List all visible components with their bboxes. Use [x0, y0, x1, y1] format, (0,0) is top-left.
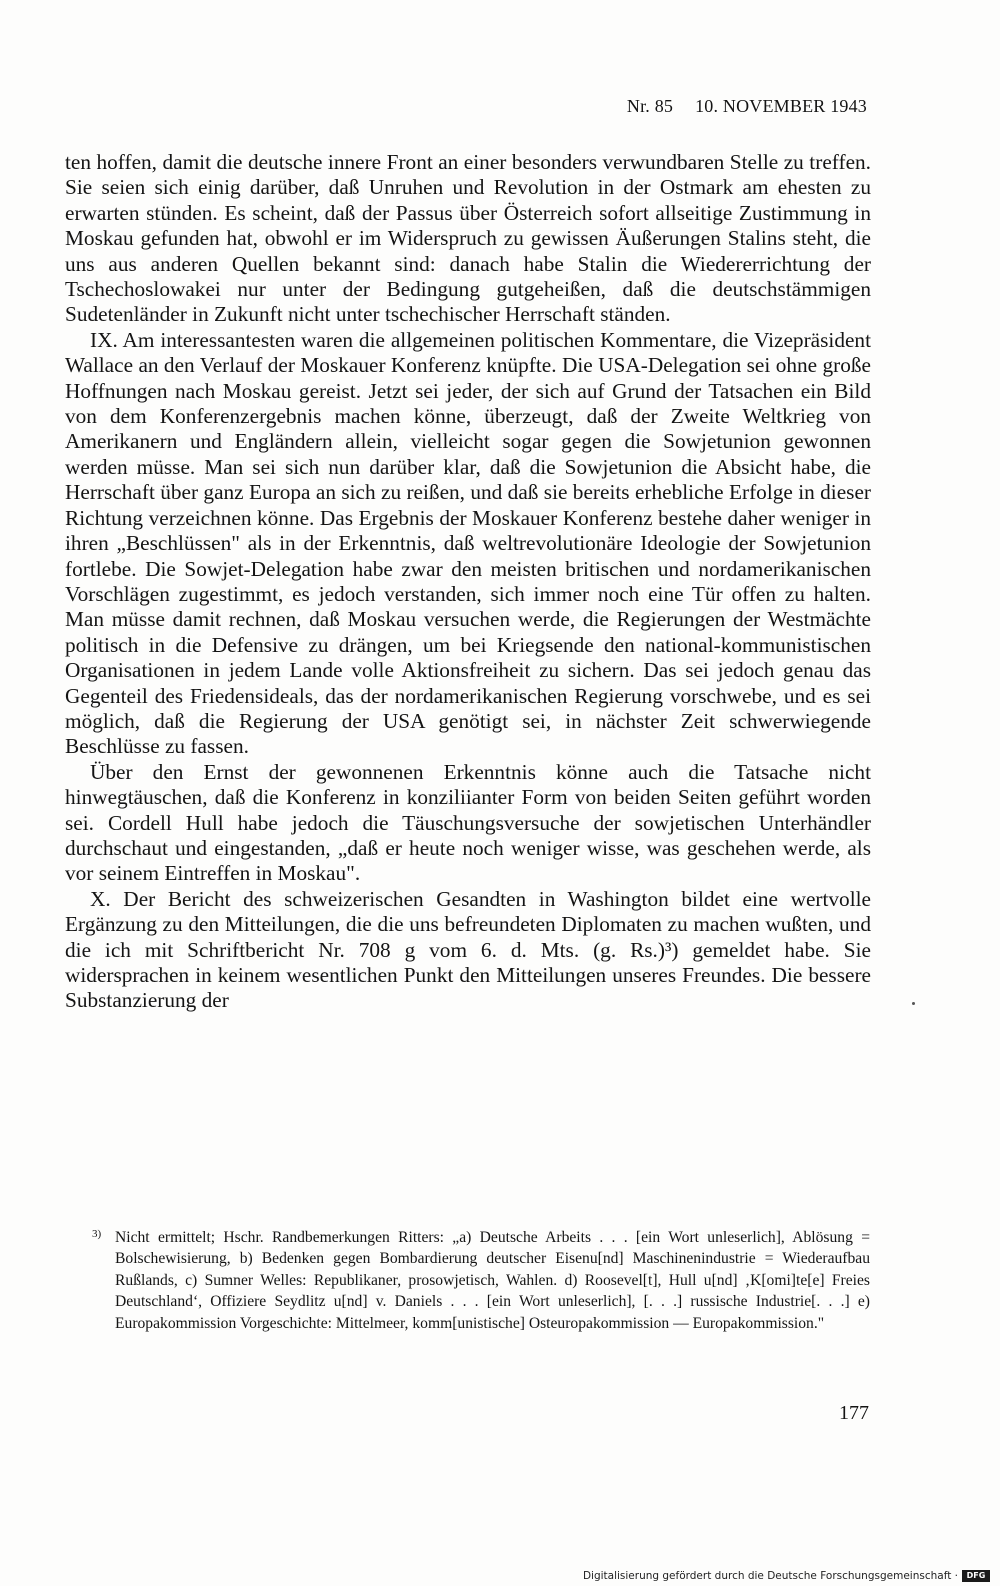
document-number: Nr. 85: [626, 96, 674, 116]
body-text: [65, 150, 871, 1014]
running-header: [627, 96, 867, 117]
paragraph-continuation: ten hoffen, damit die deutsche innere Front an einer besonders verwundbaren Stelle zu treffen. Sie seien sich einig darüber, daß Unruhen und Revolution in der Ostmark am ehesten zu erwarten stünden. Es scheint, daß der Passus über Österreich sofort allseitige Zustimmung in Moskau gefunden hat, obwohl er im Widerspruch zu gewissen Äußerungen Stalins steht, die uns aus anderen Quellen bekannt sind: danach habe Stalin die Wiedererrichtung der Tschechoslowakei nur unter der Bedingung gutgeheißen, daß die deutschstämmigen Sudetenländer in Zukunft nicht unter tschechischer Herrschaft ständen.: [65, 150, 871, 327]
page-number: 177: [839, 1402, 869, 1424]
digitization-note: Digitalisierung gefördert durch die Deutsche Forschungsgemeinschaft ·: [582, 1570, 958, 1582]
paragraph-conference-assessment: Über den Ernst der gewonnenen Erkenntnis könne auch die Tatsache nicht hinwegtäuschen, daß die Konferenz in konziliianter Form von beiden Seiten geführt worden sei. Cordell Hull habe jedoch die Täuschungsversuche der sowjetischen Unterhändler durchschaut und eingestanden, „daß er heute noch weniger wisse, was geschehen werde, als vor seinem Eintreffen in Moskau".: [65, 759, 871, 886]
footnote-text: Nicht ermittelt; Hschr. Randbemerkungen Ritters: „a) Deutsche Arbeits . . . [ein Wort unleserlich], Ablösung = Bolschewisierung, b) Bedenken gegen Bombardierung deutscher Eisenu[nd] Maschinenindustrie = Wiederaufbau Rußlands, c) Sumner Welles: Republikaner, prosowjetisch, Wahlen. d) Roosevel[t], Hull u[nd] ‚K[omi]te[e] Freies Deutschland‘, Offiziere Seydlitz u[nd] v. Daniels . . . [ein Wort unleserlich], [. . .] russische Industrie[. . .] e) Europakommission Vorgeschichte: Mittelmeer, komm[unistische] Osteuropakommission — Europakommission.": [115, 1229, 870, 1332]
footnotes: [92, 1224, 870, 1334]
paragraph-section-x: X. Der Bericht des schweizerischen Gesandten in Washington bildet eine wertvolle Ergänzung zu den Mitteilungen, die die uns befreundeten Diplomaten zu machen wußten, und die ich mit Schriftbericht Nr. 708 g vom 6. d. Mts. (g. Rs.)³) gemeldet habe. Sie widersprachen in keinem wesentlichen Punkt den Mitteilungen unseres Freundes. Die bessere Substanzierung der: [65, 886, 871, 1013]
footnote-3: [92, 1224, 870, 1334]
header-date: 10. NOVEMBER 1943: [695, 96, 867, 116]
footnote-marker: 3): [92, 1228, 102, 1240]
paragraph-section-ix: IX. Am interessantesten waren die allgemeinen politischen Kommentare, die Vizepräsident Wallace an den Verlauf der Moskauer Konferenz knüpfte. Die USA-Delegation sei ohne große Hoffnungen nach Moskau gereist. Jetzt sei jeder, der sich auf Grund der Tatsachen ein Bild von dem Konferenzergebnis machen könne, überzeugt, daß der Zweite Weltkrieg von Amerikanern und Engländern allein, vielleicht sogar gegen die Sowjetunion gewonnen werden müsse. Man sei sich nun darüber klar, daß die Sowjetunion die Absicht habe, die Herrschaft über ganz Europa an sich zu reißen, und daß sie bereits erhebliche Erfolge in dieser Richtung verzeichnen könne. Das Ergebnis der Moskauer Konferenz bestehe daher weniger in ihren „Beschlüssen" als in der Erkenntnis, daß weltrevolutionäre Ideologie der Sowjetunion fortlebe. Die Sowjet-Delegation habe zwar den meisten britischen und nordamerikanischen Vorschlägen zugestimmt, es jedoch verstanden, sich immer noch eine Tür offen zu halten. Man müsse damit rechnen, daß Moskau versuchen werde, die Regierungen der Westmächte politisch in die Defensive zu drängen, um bei Kriegsende den national-kommunistischen Organisationen in jedem Lande volle Aktionsfreiheit zu sichern. Das sei jedoch genau das Gegenteil des Friedensideals, das der nordamerikanischen Regierung vorschwebe, und es sei möglich, daß die Regierung der USA genötigt sei, in nächster Zeit schwerwiegende Beschlüsse zu fassen.: [65, 327, 871, 759]
scan-artifact: [912, 1002, 915, 1005]
dfg-logo: DFG: [962, 1570, 990, 1582]
